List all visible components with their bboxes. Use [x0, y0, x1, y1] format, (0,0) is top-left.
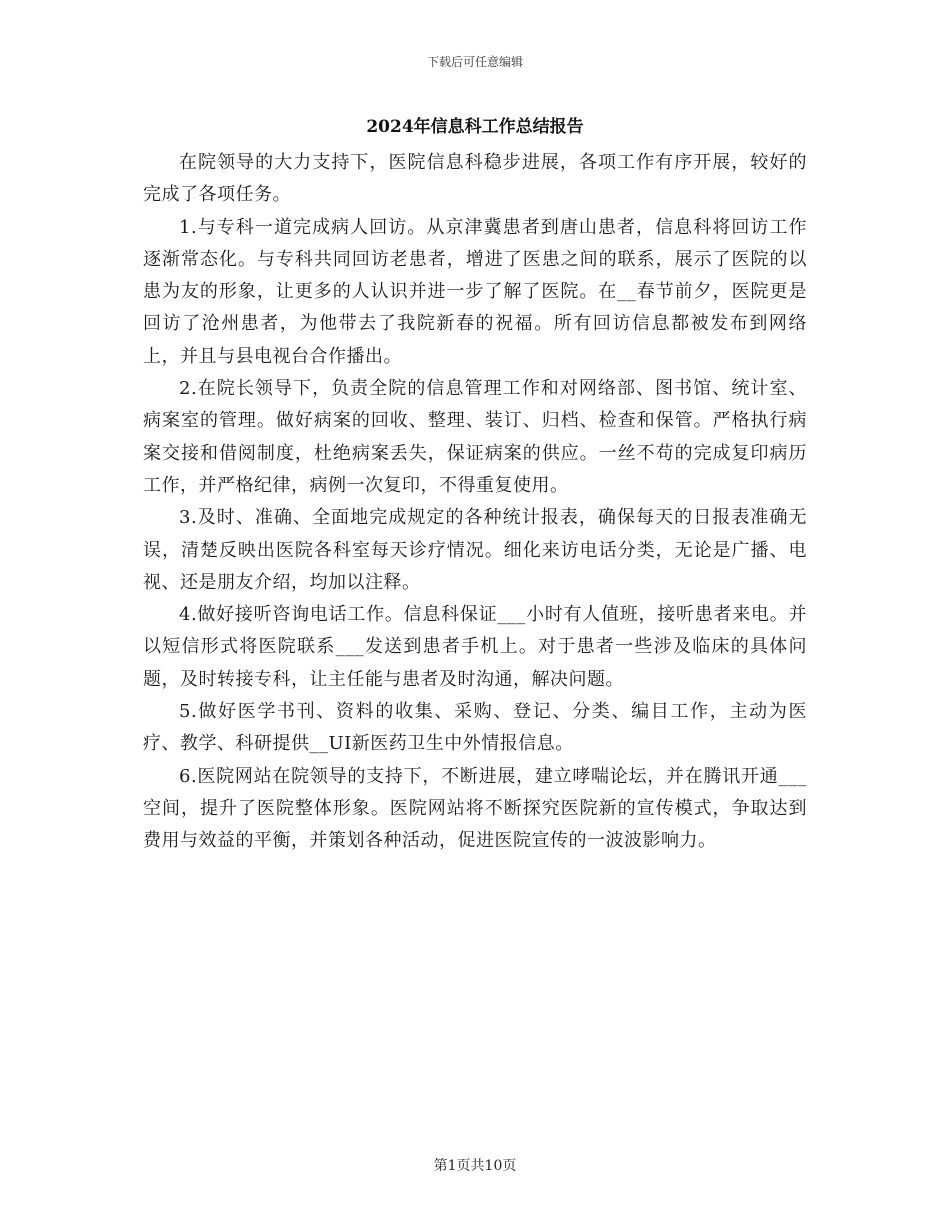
paragraph-item-1: 1.与专科一道完成病人回访。从京津冀患者到唐山患者，信息科将回访工作逐渐常态化。与专科共同回访老患者，增进了医患之间的联系，展示了医院的以患为友的形象，让更多的人认识并进一步了解了医院。在__春节前夕，医院更是回访了沧州患者，为他带去了我院新春的祝福。所有回访信息都被发布到网络上，并且与县电视台合作播出。: [143, 216, 807, 367]
document-body: [143, 147, 807, 858]
document-title: 2024年信息科工作总结报告: [366, 117, 584, 137]
page-number: 第1页共10页: [433, 1158, 517, 1174]
paragraph-item-5: 5.做好医学书刊、资料的收集、采购、登记、分类、编目工作，主动为医疗、教学、科研提供__UI新医药卫生中外情报信息。: [143, 701, 807, 755]
paragraph-item-4: 4.做好接听咨询电话工作。信息科保证___小时有人值班，接听患者来电。并以短信形式将医院联系___发送到患者手机上。对于患者一些涉及临床的具体问题，及时转接专科，让主任能与患者及时沟通，解决问题。: [143, 604, 807, 690]
paragraph-item-6: 6.医院网站在院领导的支持下，不断进展，建立哮喘论坛，并在腾讯开通___空间，提升了医院整体形象。医院网站将不断探究医院新的宣传模式，争取达到费用与效益的平衡，并策划各种活动，促进医院宣传的一波波影响力。: [143, 765, 807, 852]
intro-paragraph: 在院领导的大力支持下，医院信息科稳步进展，各项工作有序开展，较好的完成了各项任务。: [143, 152, 807, 206]
paragraph-item-3: 3.及时、准确、全面地完成规定的各种统计报表，确保每天的日报表准确无误，清楚反映出医院各科室每天诊疗情况。细化来访电话分类，无论是广播、电视、还是朋友介绍，均加以注释。: [143, 507, 807, 593]
page-header-note: 下载后可任意编辑: [426, 55, 523, 69]
paragraph-item-2: 2.在院长领导下，负责全院的信息管理工作和对网络部、图书馆、统计室、病案室的管理。做好病案的回收、整理、装订、归档、检查和保管。严格执行病案交接和借阅制度，杜绝病案丢失，保证病案的供应。一丝不苟的完成复印病历工作，并严格纪律，病例一次复印，不得重复使用。: [143, 378, 807, 496]
